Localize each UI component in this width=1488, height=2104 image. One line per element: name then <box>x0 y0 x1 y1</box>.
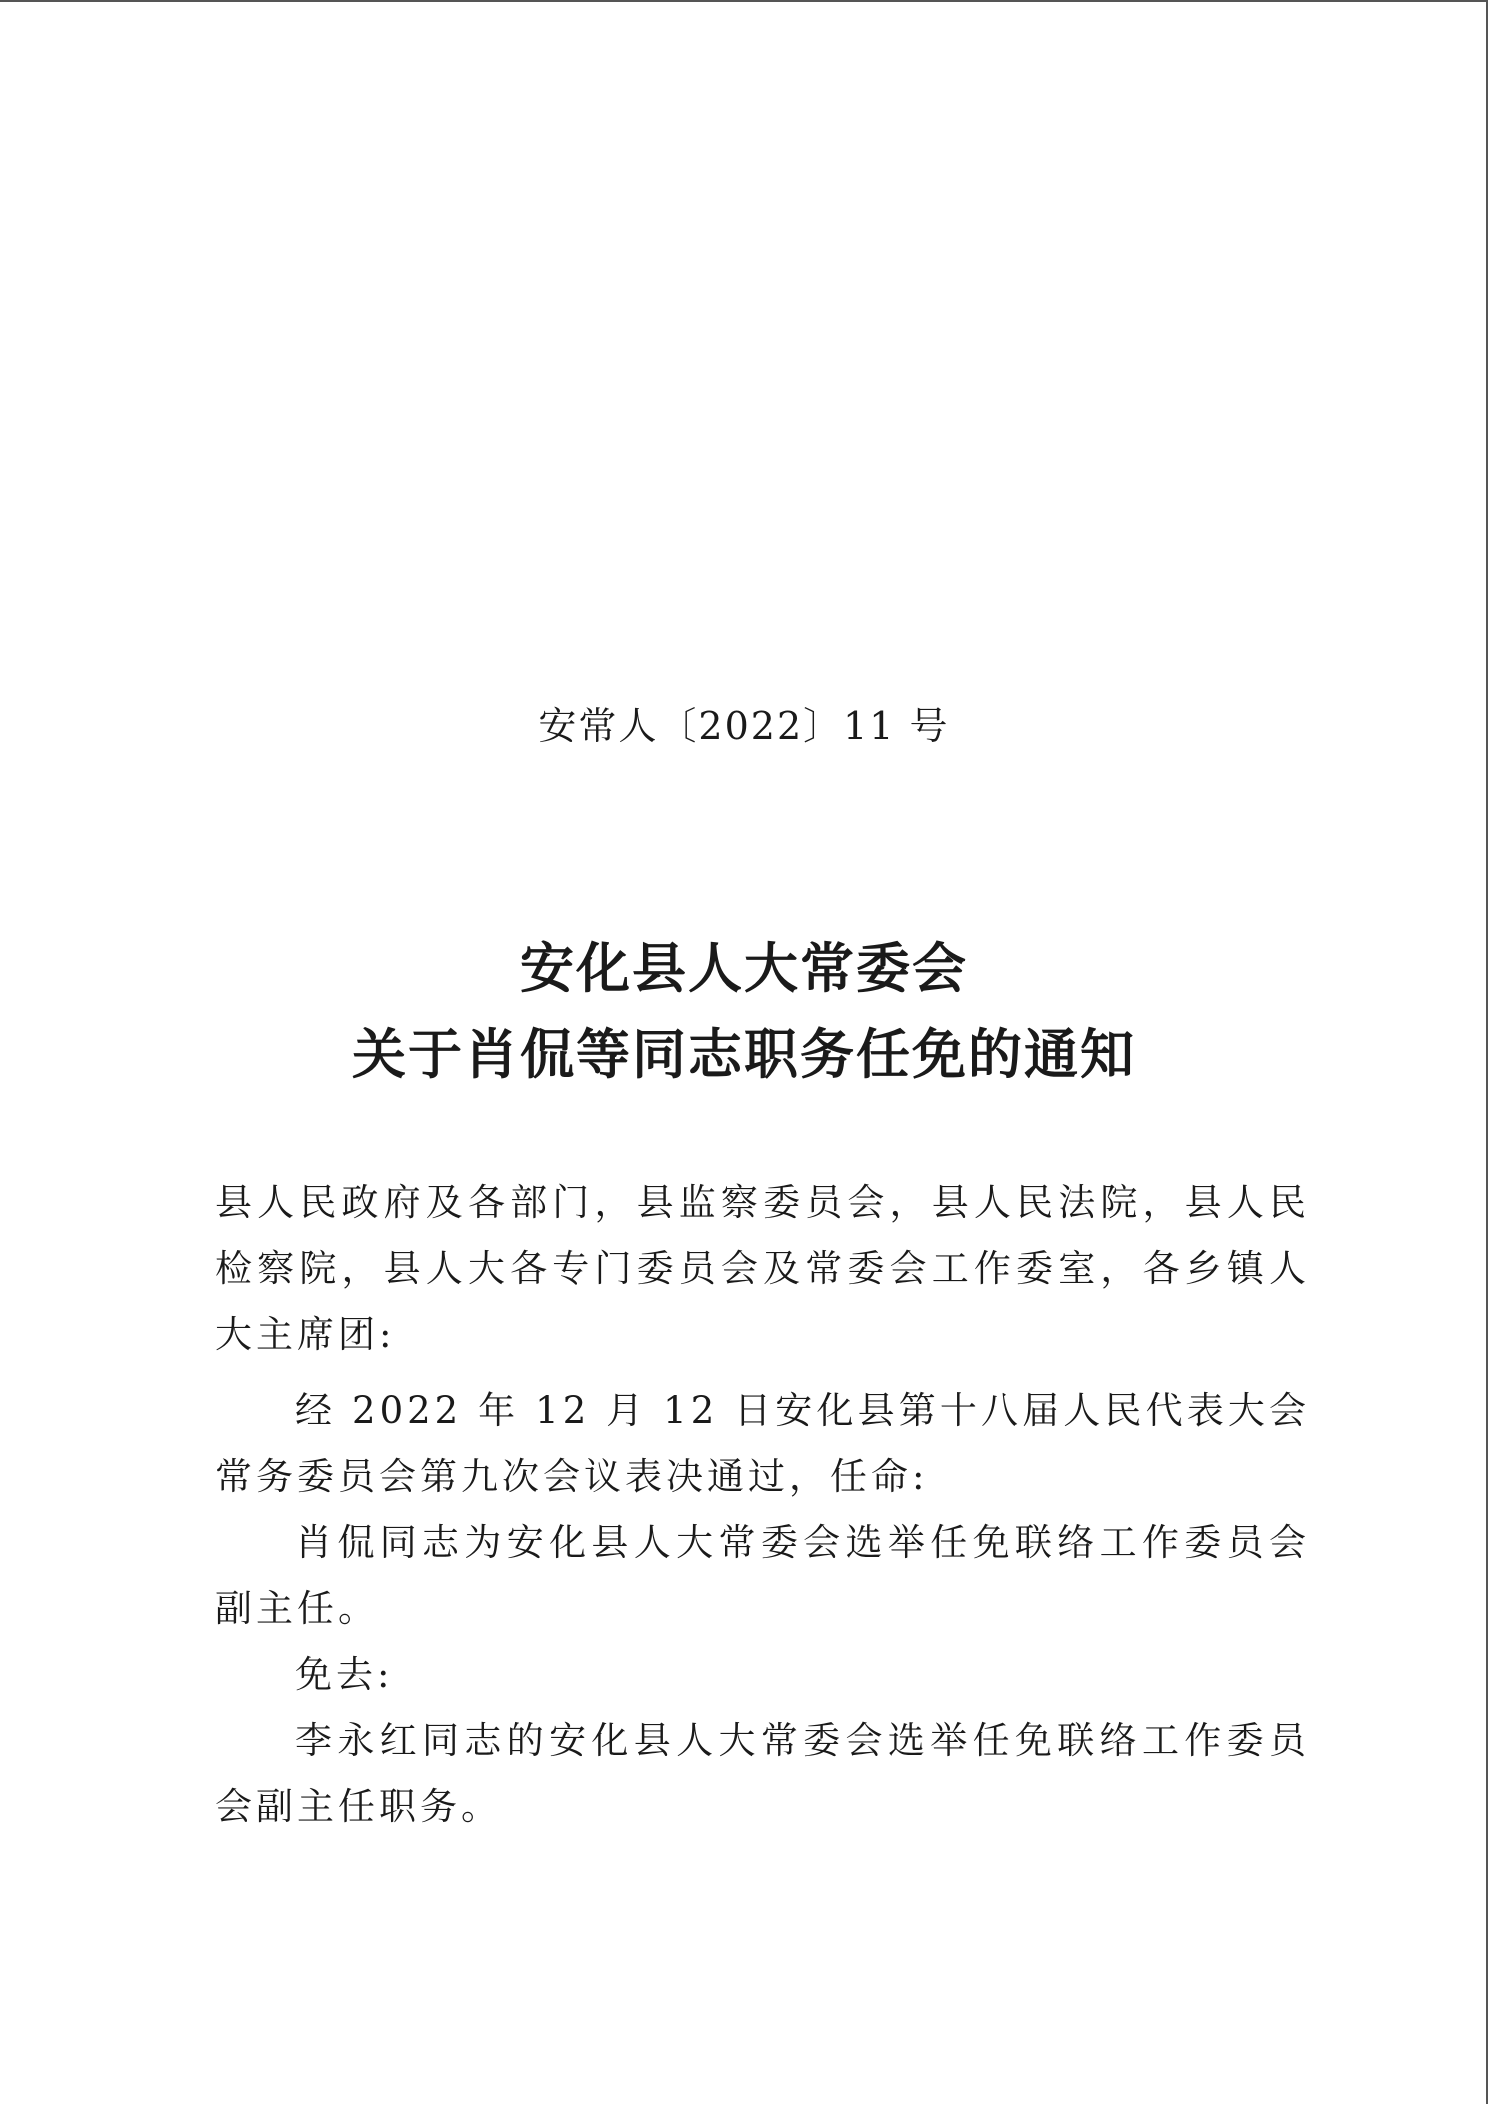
document-title-line-2: 关于肖侃等同志职务任免的通知 <box>352 1023 1136 1086</box>
appointment-paragraph: 肖侃同志为安化县人大常委会选举任免联络工作委员会副主任。 <box>215 1521 1310 1630</box>
intro-paragraph: 经 2022 年 12 月 12 日安化县第十八届人民代表大会常务委员会第九次会议表决通过，任命: <box>215 1389 1310 1498</box>
document-title-line-1: 安化县人大常委会 <box>520 937 968 1000</box>
removal-paragraph: 李永红同志的安化县人大常委会选举任免联络工作委员会副主任职务。 <box>215 1719 1310 1828</box>
document-number: 安常人〔2022〕11 号 <box>538 704 950 748</box>
document-body <box>215 1170 1310 1840</box>
addressee-paragraph: 县人民政府及各部门，县监察委员会，县人民法院，县人民检察院，县人大各专门委员会及常委会工作委室，各乡镇人大主席团: <box>215 1181 1310 1356</box>
removal-label: 免去: <box>295 1653 394 1696</box>
